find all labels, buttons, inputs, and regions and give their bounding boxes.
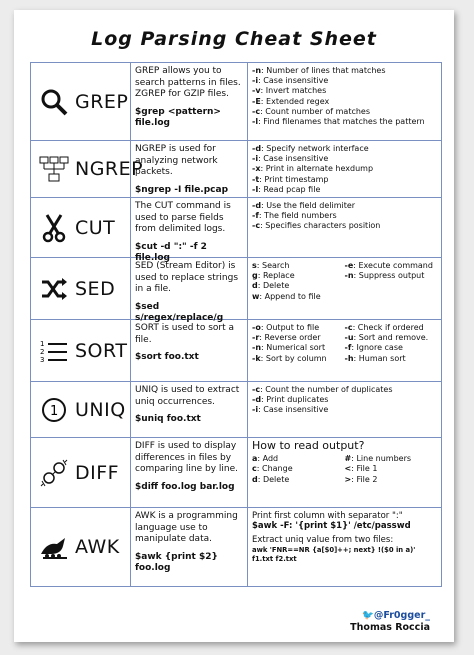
row-diff	[31, 438, 441, 508]
option-flag: -c	[252, 385, 261, 394]
option-desc: : Line numbers	[351, 454, 412, 464]
option-flag: d	[252, 281, 258, 291]
options-cell	[248, 438, 441, 507]
tool-description: NGREP is used for analyzing network packets.	[135, 144, 218, 177]
row-uniq	[31, 382, 441, 438]
option-flag: #	[344, 454, 352, 464]
cheat-sheet	[14, 10, 454, 642]
tool-cell	[31, 320, 131, 381]
option-desc: : Execute command	[353, 261, 433, 270]
option	[252, 97, 437, 107]
option-desc: : Ignore case	[351, 343, 403, 353]
option-flag: <	[344, 464, 352, 474]
awk-line-4: awk 'FNR==NR {a[$0]++; next} !($0 in a)' f1.txt f2.txt	[252, 545, 416, 563]
option-desc: : Find filenames that matches the pattern	[258, 117, 425, 127]
option-desc: : Case insensitive	[258, 76, 329, 86]
option	[252, 292, 345, 302]
option-flag: -n	[344, 271, 354, 281]
row-sort	[31, 320, 441, 382]
option-desc: : Search	[256, 261, 290, 270]
tool-cell	[31, 258, 131, 319]
tool-cell	[31, 382, 131, 437]
option-desc: : Use the field delimiter	[261, 201, 356, 210]
options-cell	[248, 141, 441, 197]
option-flag: -E	[252, 96, 261, 106]
option-desc: : File 1	[351, 464, 378, 474]
option	[345, 464, 438, 474]
option-flag: -u	[344, 333, 354, 343]
option-flag: -d	[252, 201, 262, 210]
option	[345, 343, 438, 353]
option	[252, 164, 437, 174]
option-flag: >	[344, 474, 352, 484]
example-command: $diff foo.log bar.log	[135, 481, 235, 492]
option-desc: : Print timestamp	[259, 174, 329, 184]
tool-name: CUT	[75, 216, 116, 239]
network-icon	[39, 154, 69, 184]
option-desc: : Change	[256, 464, 293, 474]
example-command: $sort foo.txt	[135, 352, 199, 362]
option-desc: : Replace	[257, 271, 295, 281]
description-cell	[131, 198, 248, 263]
option-flag: -i	[252, 405, 259, 415]
option	[252, 117, 437, 127]
tool-description: UNIQ is used to extract uniq occurrences.	[135, 385, 240, 407]
tool-description: AWK is a programming language use to manipulate data.	[135, 511, 238, 544]
option-desc: : Human sort	[353, 353, 406, 363]
description-cell	[131, 438, 248, 507]
description-cell	[131, 63, 248, 140]
tool-cell	[31, 438, 131, 507]
option	[252, 107, 437, 117]
option	[345, 271, 438, 281]
awk-line-1: Print first column with separator ":"	[252, 511, 403, 521]
option	[252, 154, 437, 164]
option-flag: -c	[252, 221, 261, 231]
candy-icon	[39, 458, 69, 488]
option-desc: : Print duplicates	[261, 395, 329, 405]
option	[252, 454, 345, 464]
option-desc: : Delete	[257, 474, 290, 484]
option	[252, 86, 437, 96]
option-flag: a	[252, 454, 258, 464]
row-grep	[31, 63, 441, 141]
one-circle-icon	[39, 395, 69, 425]
option	[252, 211, 437, 221]
option	[252, 76, 437, 86]
option-desc: : Specify network interface	[261, 144, 369, 153]
option	[252, 385, 437, 395]
option-flag: -d	[252, 395, 262, 405]
option-desc: : Sort by column	[260, 353, 327, 363]
option-flag: -n	[252, 66, 262, 75]
page-title: Log Parsing Cheat Sheet	[91, 28, 377, 50]
option-desc: : Check if ordered	[352, 323, 424, 332]
option	[252, 354, 345, 364]
credit	[350, 610, 430, 634]
shuffle-icon	[39, 274, 69, 304]
options-cell	[248, 258, 441, 319]
svg-text:1: 1	[50, 403, 59, 419]
option-flag: -e	[344, 261, 354, 270]
option-desc: : Case insensitive	[258, 405, 329, 415]
option-desc: : Suppress output	[353, 271, 425, 281]
svg-text:2: 2	[40, 347, 45, 356]
option	[252, 271, 345, 281]
option-flag: g	[252, 271, 258, 281]
tool-description: GREP allows you to search patterns in files. ZGREP for GZIP files.	[135, 66, 241, 99]
option	[252, 261, 345, 271]
tool-description: SED (Stream Editor) is used to replace strings in a file.	[135, 261, 239, 294]
option	[252, 66, 437, 76]
twitter-handle[interactable]: 🐦@Fr0gger_	[362, 610, 430, 621]
options-cell	[248, 508, 441, 586]
option-flag: -I	[252, 184, 259, 194]
tool-description: SORT is used to sort a file.	[135, 323, 235, 345]
option-desc: : Append to file	[259, 291, 321, 301]
option-flag: -x	[252, 164, 261, 174]
option-desc: : Add	[257, 454, 279, 464]
options-cell	[248, 198, 441, 257]
option	[252, 333, 345, 343]
option-desc: : File 2	[351, 474, 378, 484]
option	[252, 175, 437, 185]
example-command: $uniq foo.txt	[135, 414, 201, 424]
option	[252, 464, 345, 474]
tool-name: GREP	[75, 90, 129, 113]
option-desc: : Case insensitive	[258, 154, 329, 164]
tool-cell	[31, 141, 144, 197]
option	[252, 323, 345, 333]
tool-name: AWK	[75, 536, 120, 558]
description-cell	[131, 258, 248, 323]
row-awk	[31, 508, 441, 586]
option-flag: -t	[252, 174, 260, 184]
option-desc: : Count the number of duplicates	[260, 385, 393, 394]
awk-line-3: Extract uniq value from two files:	[252, 535, 394, 546]
option	[345, 261, 438, 271]
option	[252, 405, 437, 415]
options-cell	[248, 382, 441, 437]
description-cell	[131, 382, 248, 437]
option-flag: -c	[252, 106, 261, 116]
option	[345, 333, 438, 343]
option	[252, 281, 345, 291]
example-command: $grep <pattern> file.log	[135, 106, 221, 128]
option	[252, 395, 437, 405]
svg-text:1: 1	[40, 339, 45, 348]
option-desc: : Numerical sort	[261, 343, 326, 353]
option	[345, 323, 438, 333]
tool-name: SORT	[75, 339, 128, 362]
author-name: Thomas Roccia	[350, 622, 430, 633]
tool-name: NGREP	[75, 158, 144, 180]
tool-name: SED	[75, 277, 116, 300]
magnifier-icon	[39, 87, 69, 117]
option-flag: -i	[252, 76, 259, 86]
example-command: $awk {print $2} foo.log	[135, 551, 218, 573]
option-desc: : Sort and remove.	[353, 333, 429, 343]
option-flag: d	[252, 474, 258, 484]
option-desc: : Extended regex	[260, 96, 330, 106]
option-flag: -c	[344, 323, 353, 332]
option	[345, 475, 438, 485]
option	[345, 454, 438, 464]
option	[252, 144, 437, 154]
tool-name: DIFF	[75, 461, 120, 484]
option-desc: : Read pcap file	[258, 184, 321, 194]
option-desc: : Output to file	[260, 323, 320, 332]
option-flag: -l	[252, 117, 259, 127]
svg-text:3: 3	[40, 355, 45, 363]
option	[252, 343, 345, 353]
option-flag: -f	[344, 343, 352, 353]
example-command: $ngrep -I file.pcap	[135, 184, 229, 195]
description-cell	[131, 141, 248, 197]
option-desc: : Count number of matches	[260, 106, 371, 116]
option-desc: : The field numbers	[258, 211, 337, 221]
option-desc: : Specifies characters position	[260, 221, 381, 231]
twitter-icon: 🐦	[362, 610, 374, 621]
description-cell	[131, 508, 248, 586]
options-cell	[248, 320, 441, 381]
option	[252, 221, 437, 231]
tool-description: DIFF is used to display differences in files by comparing line by line.	[135, 441, 239, 474]
tool-cell	[31, 508, 131, 586]
option-flag: -r	[252, 333, 260, 343]
option-flag: -i	[252, 154, 259, 164]
example-command: $sed s/regex/replace/g	[135, 301, 224, 323]
option-desc: : Invert matches	[260, 86, 327, 96]
option-flag: s	[252, 261, 257, 270]
option-flag: -o	[252, 323, 261, 332]
commands-table	[30, 62, 442, 587]
option-flag: -h	[344, 353, 354, 363]
options-cell	[248, 63, 441, 140]
option	[345, 354, 438, 364]
option-flag: -f	[252, 211, 259, 221]
howto-title: How to read output?	[252, 439, 365, 452]
option-flag: -k	[252, 353, 261, 363]
tool-cell	[31, 63, 131, 140]
tool-name: UNIQ	[75, 398, 126, 421]
row-cut	[31, 198, 441, 263]
row-sed	[31, 258, 441, 323]
tool-cell	[31, 198, 131, 257]
option-desc: : Number of lines that matches	[261, 66, 386, 75]
awk-line-2: $awk -F: '{print $1}' /etc/passwd	[252, 521, 411, 532]
option-flag: -n	[252, 343, 262, 353]
tool-description: The CUT command is used to parse fields from delimited logs.	[135, 201, 231, 234]
option-desc: : Delete	[257, 281, 290, 291]
option	[252, 475, 345, 485]
option	[252, 185, 437, 195]
option-flag: c	[252, 464, 257, 474]
list-icon	[39, 336, 69, 366]
example-command: $cut -d ":" -f 2 file.log	[135, 241, 207, 263]
row-ngrep	[31, 141, 441, 198]
option	[252, 201, 437, 211]
option-flag: -d	[252, 144, 262, 153]
option-flag: -v	[252, 86, 261, 96]
option-flag: w	[252, 291, 260, 301]
option-desc: : Reverse order	[259, 333, 321, 343]
scissors-icon	[39, 213, 69, 243]
bird-icon	[39, 532, 69, 562]
description-cell	[131, 320, 248, 381]
option-desc: : Print in alternate hexdump	[260, 164, 374, 174]
